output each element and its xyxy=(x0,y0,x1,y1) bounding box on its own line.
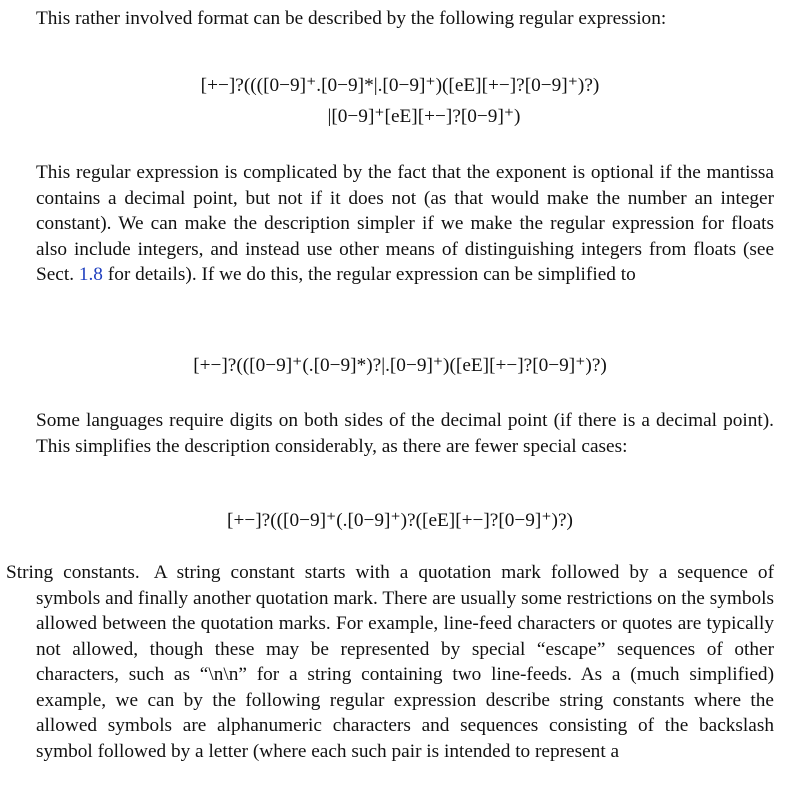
regex-float-digits-both-sides: [+−]?(([0−9]⁺(.[0−9]⁺)?([eE][+−]?[0−9]⁺)?) xyxy=(227,510,573,531)
regex-float-simplified: [+−]?(([0−9]⁺(.[0−9]*)?|.[0−9]⁺)([eE][+−]?[0−9]⁺)?) xyxy=(193,355,607,376)
paragraph-text-after-ref: for details). If we do this, the regular expression can be simplified to xyxy=(102,264,636,285)
regex-float-full-line2: |[0−9]⁺[eE][+−]?[0−9]⁺) xyxy=(327,106,521,127)
section-ref-link[interactable]: 1.8 xyxy=(78,264,103,285)
section-text: A string constant starts with a quotation mark followed by a sequence of symbols and finally another quotation mark. There are usually some restrictions on the symbols allowed between the quotation marks. For example, line-feed characters or quotes are typically not allowed, though these may be represented by special “escape” sequences of other characters, such as “\n\n” for a string containing two line-feeds. As a (much simplified) example, we can by the following regular expression describe string constants where the allowed symbols are alphanumeric characters and sequences consisting of the backslash symbol followed by a letter (where each such pair is intended to represent a xyxy=(36,562,774,762)
section-heading: String constants. xyxy=(6,562,140,583)
string-constants-paragraph xyxy=(6,560,774,764)
digits-paragraph: Some languages require digits on both sides of the decimal point (if there is a decimal point). This simplifies the description considerably, as there are fewer special cases: xyxy=(36,410,774,457)
paragraph-text-before-ref: This regular expression is complicated by the fact that the exponent is optional if the mantissa contains a decimal point, but not if it does not (as that would make the number an integer constant). We can make the description simpler if we make the regular expression for floats also include integers, and instead use other means of distinguishing integers from floats (see Sect. xyxy=(36,162,774,285)
simplification-paragraph xyxy=(36,160,774,288)
intro-paragraph: This rather involved format can be described by the following regular expression: xyxy=(36,8,667,29)
regex-float-full-line1: [+−]?((([0−9]⁺.[0−9]*|.[0−9]⁺)([eE][+−]?[0−9]⁺)?) xyxy=(200,75,600,96)
